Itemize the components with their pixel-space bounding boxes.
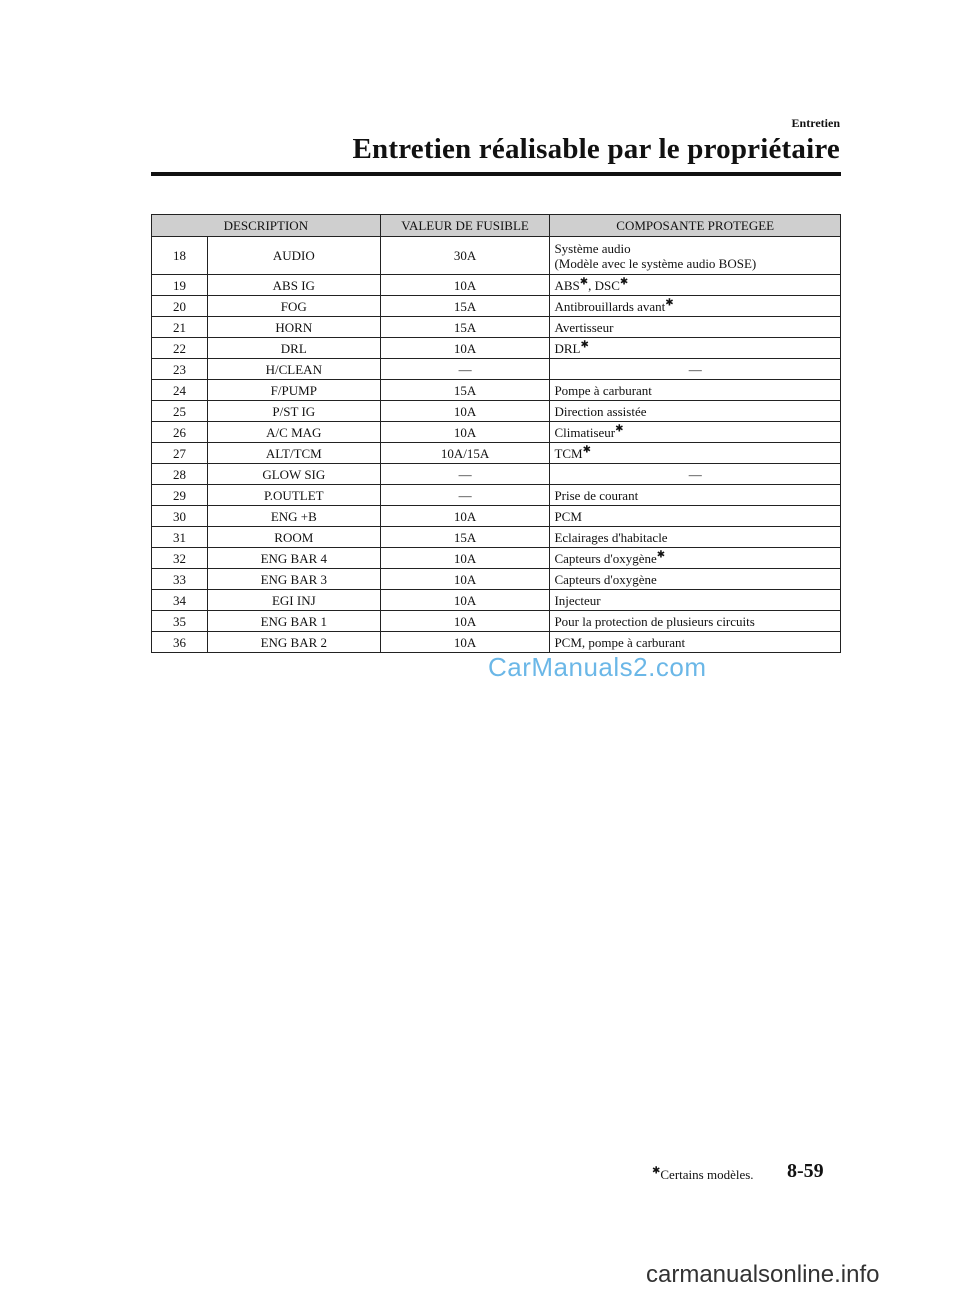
table-row <box>152 237 841 275</box>
fuse-number-cell: 20 <box>152 296 208 317</box>
protected-component-cell <box>550 611 841 632</box>
fuse-description-cell: ABS IG <box>207 275 380 296</box>
table-row <box>152 422 841 443</box>
fuse-value-cell: 15A <box>380 317 550 338</box>
component-text: Direction assistée <box>554 403 647 419</box>
protected-component-cell <box>550 275 841 296</box>
component-text: — <box>688 466 702 482</box>
component-text: Prise de courant <box>554 487 639 503</box>
fuse-number-cell: 36 <box>152 632 208 653</box>
table-row <box>152 590 841 611</box>
asterisk-icon: ✱ <box>656 549 666 561</box>
protected-component-cell <box>550 359 841 380</box>
protected-component-cell <box>550 527 841 548</box>
asterisk-icon: ✱ <box>652 1165 661 1177</box>
fuse-description-cell: GLOW SIG <box>207 464 380 485</box>
site-url: carmanualsonline.info <box>646 1261 880 1288</box>
fuse-description-cell: ALT/TCM <box>207 443 380 464</box>
component-text-line2: (Modèle avec le système audio BOSE) <box>554 255 757 271</box>
fuse-number-cell: 19 <box>152 275 208 296</box>
protected-component-cell <box>550 401 841 422</box>
component-text: Antibrouillards avant <box>554 298 666 314</box>
component-text: Climatiseur <box>554 424 616 440</box>
table-row <box>152 317 841 338</box>
protected-component-cell <box>550 632 841 653</box>
component-text: Injecteur <box>554 592 601 608</box>
fuse-value-cell: 10A <box>380 611 550 632</box>
fuse-value-cell: 10A <box>380 548 550 569</box>
component-text: DRL <box>554 340 581 356</box>
fuse-description-cell: H/CLEAN <box>207 359 380 380</box>
asterisk-icon: ✱ <box>579 276 589 288</box>
footnote <box>652 1167 754 1183</box>
fuse-description-cell: P/ST IG <box>207 401 380 422</box>
component-text: Pour la protection de plusieurs circuits <box>554 613 755 629</box>
fuse-value-cell: 10A <box>380 338 550 359</box>
page-title: Entretien réalisable par le propriétaire <box>352 133 840 165</box>
fuse-number-cell: 31 <box>152 527 208 548</box>
table-row <box>152 464 841 485</box>
protected-component-cell <box>550 237 841 275</box>
component-text: Pompe à carburant <box>554 382 652 398</box>
section-label: Entretien <box>791 116 840 130</box>
table-row <box>152 527 841 548</box>
fuse-description-cell: ENG +B <box>207 506 380 527</box>
component-text: Avertisseur <box>554 319 614 335</box>
fuse-number-cell: 27 <box>152 443 208 464</box>
component-text: Système audio <box>554 240 631 256</box>
component-text: TCM <box>554 445 583 461</box>
table-row <box>152 632 841 653</box>
protected-component-cell <box>550 338 841 359</box>
fuse-number-cell: 23 <box>152 359 208 380</box>
fuse-number-cell: 33 <box>152 569 208 590</box>
fuse-value-cell: — <box>380 464 550 485</box>
fuse-description-cell: AUDIO <box>207 237 380 275</box>
fuse-description-cell: DRL <box>207 338 380 359</box>
table-row <box>152 506 841 527</box>
table-row <box>152 401 841 422</box>
protected-component-cell <box>550 380 841 401</box>
header-description: DESCRIPTION <box>152 215 381 237</box>
fuse-number-cell: 30 <box>152 506 208 527</box>
fuse-number-cell: 22 <box>152 338 208 359</box>
fuse-value-cell: 10A <box>380 590 550 611</box>
component-text: Capteurs d'oxygène <box>554 550 657 566</box>
table-row <box>152 275 841 296</box>
fuse-number-cell: 26 <box>152 422 208 443</box>
fuse-value-cell: 10A <box>380 569 550 590</box>
component-text: , DSC <box>588 277 620 293</box>
fuse-description-cell: A/C MAG <box>207 422 380 443</box>
table-row <box>152 548 841 569</box>
table-header-row <box>152 215 841 237</box>
protected-component-cell <box>550 548 841 569</box>
footnote-text: Certains modèles. <box>660 1167 754 1182</box>
fuse-number-cell: 28 <box>152 464 208 485</box>
header-protected-component: COMPOSANTE PROTEGEE <box>550 215 841 237</box>
fuse-description-cell: FOG <box>207 296 380 317</box>
fuse-value-cell: — <box>380 485 550 506</box>
asterisk-icon: ✱ <box>580 339 589 351</box>
table-row <box>152 569 841 590</box>
asterisk-icon: ✱ <box>665 297 674 309</box>
fuse-table-body <box>152 237 841 653</box>
fuse-description-cell: P.OUTLET <box>207 485 380 506</box>
fuse-description-cell: ENG BAR 1 <box>207 611 380 632</box>
table-row <box>152 296 841 317</box>
component-text: Eclairages d'habitacle <box>554 529 668 545</box>
fuse-description-cell: ENG BAR 2 <box>207 632 380 653</box>
fuse-description-cell: ENG BAR 4 <box>207 548 380 569</box>
asterisk-icon: ✱ <box>582 444 591 456</box>
fuse-value-cell: 10A <box>380 422 550 443</box>
fuse-number-cell: 18 <box>152 237 208 275</box>
table-row <box>152 380 841 401</box>
fuse-description-cell: HORN <box>207 317 380 338</box>
table-row <box>152 443 841 464</box>
fuse-description-cell: ROOM <box>207 527 380 548</box>
fuse-value-cell: 15A <box>380 296 550 317</box>
table-row <box>152 359 841 380</box>
fuse-value-cell: 10A <box>380 275 550 296</box>
table-row <box>152 611 841 632</box>
fuse-value-cell: 10A/15A <box>380 443 550 464</box>
protected-component-cell <box>550 317 841 338</box>
page-number: 8-59 <box>787 1160 824 1182</box>
fuse-value-cell: 10A <box>380 401 550 422</box>
fuse-value-cell: 15A <box>380 380 550 401</box>
component-text: PCM <box>554 508 582 524</box>
fuse-number-cell: 25 <box>152 401 208 422</box>
protected-component-cell <box>550 422 841 443</box>
protected-component-cell <box>550 464 841 485</box>
asterisk-icon: ✱ <box>619 276 629 288</box>
table-row <box>152 485 841 506</box>
protected-component-cell <box>550 569 841 590</box>
protected-component-cell <box>550 506 841 527</box>
asterisk-icon: ✱ <box>615 423 624 435</box>
fuse-number-cell: 24 <box>152 380 208 401</box>
protected-component-cell <box>550 485 841 506</box>
fuse-description-cell: ENG BAR 3 <box>207 569 380 590</box>
protected-component-cell <box>550 443 841 464</box>
protected-component-cell <box>550 296 841 317</box>
fuse-description-cell: EGI INJ <box>207 590 380 611</box>
watermark: CarManuals2.com <box>488 652 707 682</box>
fuse-value-cell: 15A <box>380 527 550 548</box>
fuse-value-cell: 10A <box>380 506 550 527</box>
header-rule <box>151 172 841 176</box>
component-text: PCM, pompe à carburant <box>554 634 686 650</box>
fuse-value-cell: 30A <box>380 237 550 275</box>
table-row <box>152 338 841 359</box>
component-text: Capteurs d'oxygène <box>554 571 657 587</box>
fuse-number-cell: 34 <box>152 590 208 611</box>
protected-component-cell <box>550 590 841 611</box>
fuse-table <box>151 214 841 653</box>
fuse-number-cell: 32 <box>152 548 208 569</box>
component-text: ABS <box>554 277 580 293</box>
fuse-number-cell: 35 <box>152 611 208 632</box>
fuse-description-cell: F/PUMP <box>207 380 380 401</box>
fuse-number-cell: 29 <box>152 485 208 506</box>
fuse-number-cell: 21 <box>152 317 208 338</box>
header-fuse-value: VALEUR DE FUSIBLE <box>380 215 550 237</box>
component-text: — <box>688 361 702 377</box>
fuse-value-cell: 10A <box>380 632 550 653</box>
fuse-value-cell: — <box>380 359 550 380</box>
